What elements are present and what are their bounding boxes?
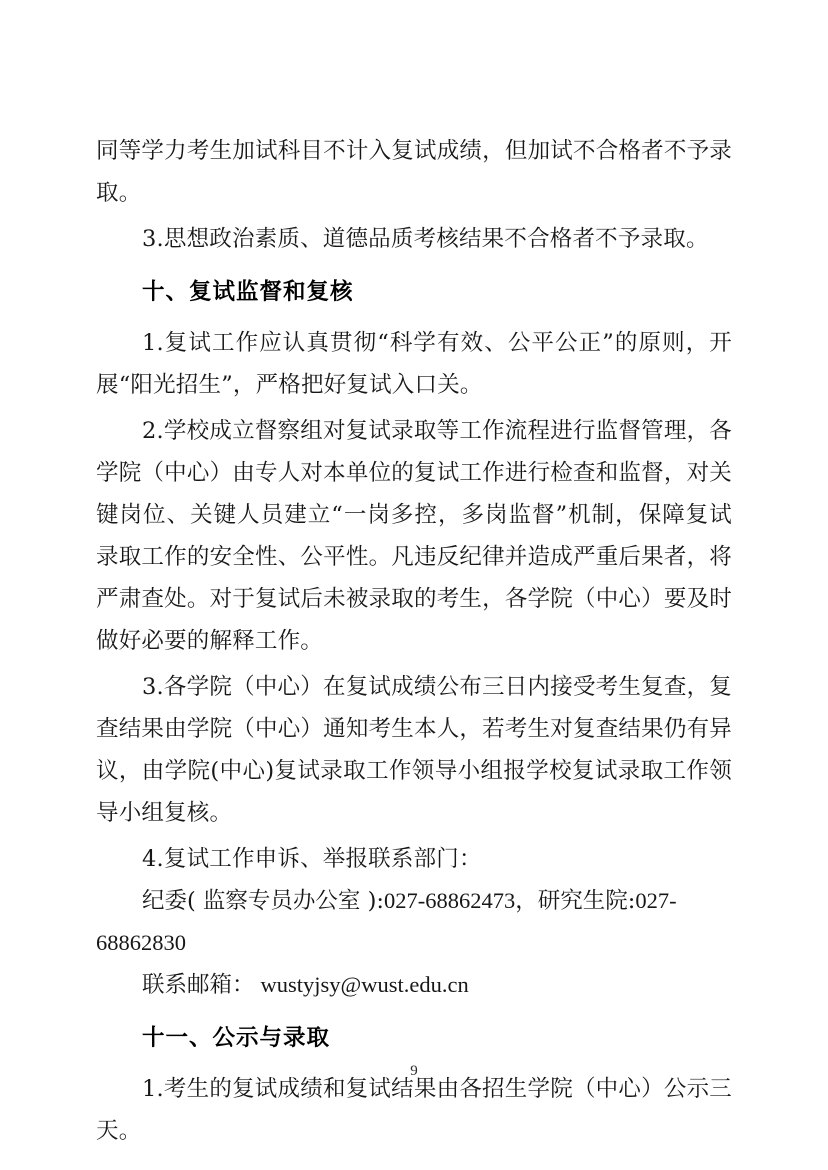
contact-phone-line (96, 880, 732, 964)
graduate-school-phone: 027-68862830 (96, 888, 677, 955)
graduate-school-label: 研究生院: (537, 888, 636, 914)
list-item-3-political-review: 3.思想政治素质、道德品质考核结果不合格者不予录取。 (142, 226, 709, 252)
spacer (96, 260, 732, 272)
list-item-1-publicity-three-days: 1.考生的复试成绩和复试结果由各招生学院（中心）公示三天。 (96, 1076, 732, 1144)
spacer (96, 312, 732, 322)
page-content (96, 130, 732, 1152)
email-address: wustyjsy@wust.edu.cn (260, 972, 469, 997)
section-heading-publicity-admission: 十一、公示与录取 (142, 1025, 331, 1051)
email-label: 联系邮箱： (142, 972, 255, 998)
page-number: 9 (410, 1063, 418, 1079)
list-item-4-appeal-contacts: 4.复试工作申诉、举报联系部门： (142, 846, 482, 872)
spacer (96, 1006, 732, 1018)
list-item-1-fair-principles: 1.复试工作应认真贯彻“科学有效、公平公正”的原则，开展“阳光招生”，严格把好复试入口关。 (96, 330, 732, 398)
paragraph-continued-line: 同等学力考生加试科目不计入复试成绩，但加试不合格者不予录取。 (96, 138, 732, 206)
list-item-2-inspection-group: 2.学校成立督察组对复试录取等工作流程进行监督管理，各学院（中心）由专人对本单位的复试工作进行检查和监督，对关键岗位、关键人员建立“一岗多控，多岗监督”机制，保障复试录取工作的安全性、公平性。凡违反纪律并造成严重后果者，将严肃查处。对于复试后未被录取的考生，各学院（中心）要及时做好必要的解释工作。 (96, 418, 732, 654)
section-heading-supervision: 十、复试监督和复核 (142, 279, 354, 305)
contact-email-line (96, 964, 732, 1006)
list-item-3-review-request: 3.各学院（中心）在复试成绩公布三日内接受考生复查，复查结果由学院（中心）通知考生本人，若考生对复查结果仍有异议，由学院(中心)复试录取工作领导小组报学校复试录取工作领导小组复核。 (96, 674, 732, 826)
discipline-office-label: 纪委( 监察专员办公室 ): (142, 888, 384, 914)
discipline-office-phone: 027-68862473 (383, 888, 516, 913)
contact-separator: ， (515, 888, 538, 914)
